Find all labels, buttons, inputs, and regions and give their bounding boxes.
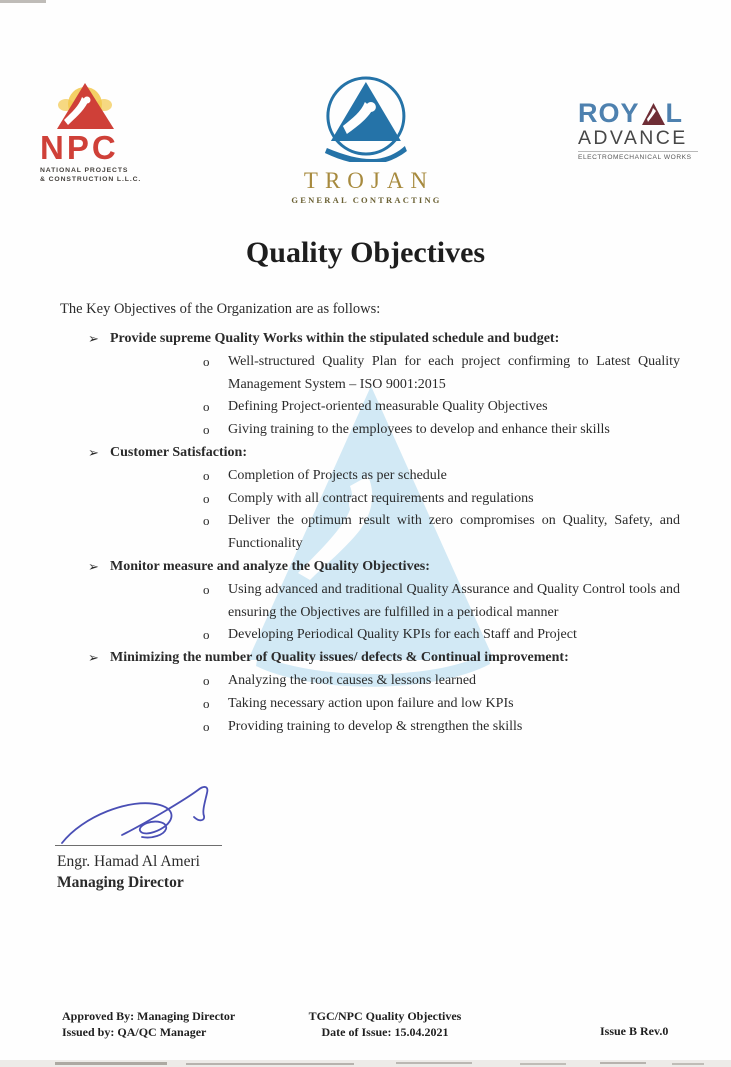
circle-bullet-icon: o [203,422,210,438]
list-item-text: Providing training to develop & strengthen the skills [228,718,523,734]
list-item [203,510,731,556]
list-item-text: Defining Project-oriented measurable Quality Objectives [228,399,548,415]
section-heading-text: Monitor measure and analyze the Quality Objectives: [110,558,430,574]
trojan-logo [289,74,441,206]
trojan-tagline: GENERAL CONTRACTING [291,195,442,205]
list-item [203,465,731,488]
list-item-text: Giving training to the employees to develop and enhance their skills [228,422,610,438]
footer-issue-rev: Issue B Rev.0 [600,1024,669,1038]
section-heading-4 [88,647,731,670]
circle-bullet-icon: o [203,467,210,483]
list-item-text: Developing Periodical Quality KPIs for each Staff and Project [228,627,577,643]
signatory-role: Managing Director [57,874,184,891]
royal-horse-triangle-icon [641,102,666,126]
section-heading-text: Minimizing the number of Quality issues/ defects & Continual improvement: [110,650,569,666]
footer-issued-by: Issued by: QA/QC Manager [62,1024,207,1039]
list-item [203,579,731,625]
list-item [203,419,731,442]
circle-bullet-icon: o [203,581,210,597]
list-item-text: Deliver the optimum result with zero compromises on Quality, Safety, and Functionality [228,513,680,552]
list-item [203,396,731,419]
section-heading-text: Provide supreme Quality Works within the stipulated schedule and budget: [110,331,560,346]
list-item [203,670,731,693]
objectives-list [88,328,731,738]
section-heading-3 [88,556,731,579]
list-item-text: Analyzing the root causes & lessons learned [228,672,477,688]
scan-artifact [520,1063,566,1065]
circle-bullet-icon: o [203,353,210,369]
list-item-text: Completion of Projects as per schedule [228,467,447,483]
royal-tagline: ELECTROMECHANICAL WORKS [578,151,698,162]
scan-artifact [0,0,46,3]
list-item [203,716,731,739]
list-item-text: Comply with all contract requirements and regulations [228,490,534,506]
scan-artifact [55,1062,167,1065]
scan-artifact [396,1062,472,1064]
trojan-horse-circle-icon [306,74,424,162]
footer-approved-by: Approved By: Managing Director [62,1009,236,1023]
royal-logo-text [578,100,698,127]
signature-line [55,845,222,846]
circle-bullet-icon: o [203,513,210,529]
arrow-bullet-icon: ➢ [88,331,99,346]
signature-ink-icon [54,783,232,847]
signatory-name: Engr. Hamad Al Ameri [57,853,200,870]
footer-doc-title: TGC/NPC Quality Objectives [308,1009,462,1023]
npc-tagline-line1: NATIONAL PROJECTS [40,167,129,174]
arrow-bullet-icon: ➢ [88,650,99,666]
footer-doc-block [247,1009,523,1040]
royal-text-before: ROY [578,98,640,128]
npc-horse-triangle-icon [54,80,116,132]
list-item [203,624,731,647]
section-heading-1 [88,328,731,351]
circle-bullet-icon: o [203,718,210,734]
scan-artifact [672,1063,704,1065]
arrow-bullet-icon: ➢ [88,444,99,460]
circle-bullet-icon: o [203,399,210,415]
intro-text: The Key Objectives of the Organization are as follows: [60,301,381,317]
circle-bullet-icon: o [203,695,210,711]
royal-advance-logo [578,100,698,162]
npc-logo-text: NPC [40,129,119,166]
list-item [203,351,731,397]
footer-approval-block [62,1009,235,1040]
circle-bullet-icon: o [203,672,210,688]
list-item-text: Taking necessary action upon failure and low KPIs [228,695,514,711]
document-body [0,235,731,738]
arrow-bullet-icon: ➢ [88,558,99,574]
royal-text-after: L [665,98,684,128]
list-item-text: Using advanced and traditional Quality Assurance and Quality Control tools and ensuring the Objectives are fulfilled in a periodical manner [228,581,680,620]
list-item [203,488,731,511]
section-heading-text: Customer Satisfaction: [110,444,248,460]
scan-artifact [186,1063,354,1065]
trojan-logo-text: TROJAN [303,168,435,193]
npc-tagline-line2: & CONSTRUCTION L.L.C. [40,175,142,183]
royal-advance-text: ADVANCE [578,127,688,149]
list-item-text: Well-structured Quality Plan for each project confirming to Latest Quality Management System – ISO 9001:2015 [228,353,680,392]
circle-bullet-icon: o [203,627,210,643]
circle-bullet-icon: o [203,490,210,506]
section-heading-2 [88,442,731,465]
npc-logo [40,80,175,184]
footer-date-of-issue: Date of Issue: 15.04.2021 [321,1024,449,1039]
page-title: Quality Objectives [245,236,486,269]
scan-artifact [600,1062,646,1064]
list-item [203,693,731,716]
